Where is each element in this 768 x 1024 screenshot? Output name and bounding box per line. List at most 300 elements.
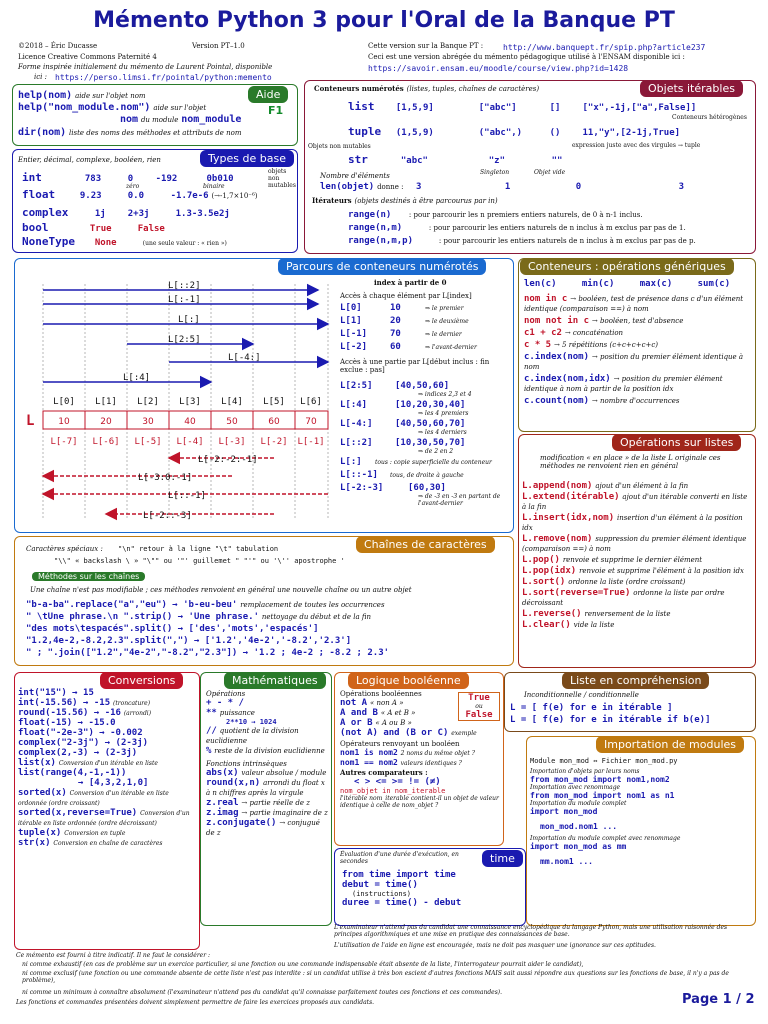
acces-note: ⇒ le dernier [425,331,462,338]
slice-note: tous : copie superficielle du conteneur [375,459,492,466]
listes-title: Opérations sur listes [612,434,741,451]
slice-note: tous, de droite à gauche [390,472,464,479]
real-desc: → partie réelle de z [241,799,310,807]
slice-val: [40,50,60,70] [395,419,466,429]
imag-code: z.imag [206,808,239,818]
none-row [22,235,227,248]
conversion-code: sorted(x) [18,788,67,798]
import-module-rename-note: Importation du module complet avec renommage [530,835,681,842]
conversion-item [18,788,196,808]
list-method [522,566,752,576]
ops-desc: → booléen, test d'absence [591,317,684,325]
range3-desc: : pour parcourir les entiers naturels de n inclus à m exclus par pas de p. [438,237,696,245]
acces-row [340,316,510,329]
nom-word: nom [120,114,139,125]
arrow-label-2: L[:-1] [168,295,201,305]
logique-content [340,690,500,809]
footer-point-1: ni comme exhaustif (en cas de problème sur un exercice particulier, si une fonction ou une commande indispensable était absente de la liste, l'interrogateur pourrait aider le candidat), [22,961,584,968]
ici-label: ici : [34,73,47,81]
back-label-3: L[::-1] [168,491,206,501]
slice-val: [10,20,30,40] [395,400,466,410]
chaines-title: Chaînes de caractères [356,536,495,553]
conteneurs-ops-title: Conteneurs : opérations génériques [520,258,734,275]
generic-fns-row [524,279,730,289]
comprehension-subtitle: Inconditionnelle / conditionnelle [524,691,639,699]
range2-row [348,223,686,233]
chaine-code: " \tUne phrase.\n ".strip() → 'Une phrase.' [26,612,259,622]
pos-idx-2: L[2] [137,397,159,407]
method-desc: ajout d'un itérable converti en liste à la fin [522,493,748,511]
method-desc: renvoie et supprime l'élément à la position idx [579,567,744,575]
speciaux-label: Caractères spéciaux : [26,545,103,553]
acces-code: L[-2] [340,342,368,352]
time-title: time [482,850,523,867]
arrow-label-3: L[:] [178,315,200,325]
slice-row [340,400,512,419]
parcours-diagram [18,278,338,528]
listes-methods [522,481,752,630]
back-label-4: L[-2::-3] [143,511,192,521]
help-desc: aide sur l'objet nom [75,92,146,100]
nom-module-word: nom_module [181,114,242,125]
chaine-example [26,612,510,624]
complex-val-3: 1.3-3.5e2j [175,209,230,219]
methodes-chaines-intro: Une chaîne n'est pas modifiable ; ces méthodes renvoient en général une nouvelle chaîne ou un autre objet [30,586,412,594]
acces-val: 20 [390,316,401,326]
modules-content [530,757,752,866]
list-method [522,577,752,587]
len-fn: len(c) [524,279,557,289]
eq-code: nom1 == nom2 [340,758,398,767]
copyright: ©2018 – Éric Ducasse [18,42,98,50]
conversion-code: round(-15.56) → -16 [18,708,121,718]
objet-vide-note: Objet vide [534,169,566,176]
list-val-3: [] [549,103,561,113]
ops-item [524,396,750,406]
conversion-desc: Conversion en chaîne de caractères [53,840,163,847]
footer-final: Les fonctions et commandes présentées doivent simplement permettre de faire les exercices proposés aux candidats. [16,999,375,1006]
ou-label: ou [475,703,483,710]
int-val-4: 0b010 [206,174,234,184]
floordiv-code: // [206,726,217,736]
time-debut-line: debut = time() [342,880,418,890]
method-code: L.remove(nom) [522,534,593,544]
cell-value-6: 70 [305,417,317,427]
conversion-code: sorted(x,reverse=True) [18,808,138,818]
comprehension-line-2: L = [ f(e) for e in itérable if b(e)] [510,715,711,725]
list-method [522,555,752,565]
range3-code: range(n,m,p) [348,236,414,246]
time-import-line: from time import time [342,870,456,880]
sum-fn: sum(c) [697,279,731,289]
aide-line-3 [18,127,242,138]
conversion-item [18,698,196,708]
neg-idx-0: L[-7] [50,437,78,447]
slice-val: [10,30,50,70] [395,438,466,448]
dir-code: dir(nom) [18,127,67,138]
comprehension-line-1: L = [ f(e) for e in itérable ] [510,703,673,713]
chaine-example [26,624,510,636]
str-label: str [348,153,368,166]
str-val-2: "z" [488,156,506,166]
method-code: L.reverse() [522,609,582,619]
slice-note: ⇒ de -3 en -3 en partant de l'avant-dernier [418,493,501,507]
parcours-title: Parcours de conteneurs numérotés [278,258,486,275]
list-name-L: L [26,413,35,429]
objets-non-mutables-label: objets non mutables [268,168,296,189]
ops-code: c * 5 [524,340,552,350]
conversions-list [18,688,196,848]
len-val-4: 3 [678,182,684,192]
maths-title: Mathématiques [224,672,326,689]
conversion-code: str(x) [18,838,51,848]
footer-examinateur: L'examinateur n'attend pas du candidat une connaissance encyclopédique du langage Python, mais une utilisation raisonnée des principes algorithmiques et une mise en pratique des connaissances de base. [334,924,728,938]
neg-idx-6: L[-1] [297,437,325,447]
slice-row [340,483,512,509]
index-note: index à partir de 0 [374,278,447,287]
conversion-item [18,838,196,848]
acces-code: L[-1] [340,329,368,339]
is-desc: 2 noms du même objet ? [400,750,475,757]
conversion-code: complex(2,-3) → (2-3j) [18,748,138,758]
conversion-item [18,748,196,758]
chaines-examples [26,600,510,660]
conj-code: z.conjugate() [206,818,277,828]
str-row [348,153,562,166]
float-val-2: 0.0 [127,191,145,201]
conversion-item [18,708,196,718]
renvoyant-label: Opérateurs renvoyant un booléen [340,740,460,748]
autres-label: Autres comparateurs : [340,768,428,777]
none-note: (une seule valeur : « rien ») [142,240,227,247]
ops-desc: → booléen, test de présence dans c d'un élément identique (comparaison ==) à nom [524,295,744,313]
acces-val: 70 [390,329,401,339]
page-title: Mémento Python 3 pour l'Oral de la Banque PT [93,8,675,33]
pos-idx-6: L[6] [300,397,322,407]
conversion-code: int("15") → 15 [18,688,94,698]
imag-desc: → partie imaginaire de z [241,809,328,817]
method-desc: insertion d'un élément à la position idx [522,514,743,532]
not-desc: « non A » [369,699,404,707]
range2-code: range(n,m) [348,223,403,233]
chaine-code: " ; ".join(["1.2","4e-2","-8.2","2.3"]) → '1.2 ; 4e-2 ; -8.2 ; 2.3' [26,648,390,658]
method-code: L.sort(reverse=True) [522,588,631,598]
in-desc: l'itérable nom_iterable contient-il un objet de valeur identique à celle de nom_objet ? [340,795,499,809]
mod-desc: reste de la division euclidienne [214,747,325,755]
method-desc: renvoie et supprime le dernier élément [562,556,703,564]
chaine-code: "des mots\tespacés".split() → ['des','mots','espacés'] [26,624,319,634]
slice-val: [40,50,60] [395,381,450,391]
conversion-desc: Conversion en tuple [64,830,126,837]
cell-values [58,417,317,427]
ops-code: nom in c [524,294,568,304]
time-instructions-line: (instructions) [352,890,412,898]
conversion-desc: Conversion d'un itérable en liste ordonnée (ordre décroissant) [18,810,190,827]
import-module-note: Importation du module complet [530,800,627,807]
real-code: z.real [206,798,239,808]
conj-desc: → conjugué de z [206,819,320,837]
conteneurs-note: (listes, tuples, chaînes de caractères) [406,85,540,93]
arrow-label-6: L[:4] [123,373,151,383]
chaine-code: "1.2,4e-2,-8.2,2.3".split(",") → ['1.2','4e-2','-8.2','2.3'] [26,636,352,646]
negative-indices [50,437,324,447]
or-desc: « A ou B » [375,719,412,727]
false-label: False [465,710,493,720]
slice-note: ⇒ les 4 derniers [418,429,467,436]
expression-note: expression juste avec des virgules → tuple [572,142,701,149]
import-names-code: from mon_mod import nom1,nom2 [530,775,670,784]
iterateurs-note: (objets destinés à être parcourus par in) [354,197,498,205]
licence: Licence Creative Commons Paternité 4 [18,53,157,61]
none-val: None [94,238,117,248]
chaine-example [26,648,510,660]
pos-idx-5: L[5] [263,397,285,407]
banque-text: Cette version sur la Banque PT : [368,42,484,50]
list-method [522,588,752,608]
pointal-link[interactable]: https://perso.limsi.fr/pointal/python:memento [55,73,272,82]
bool-label: bool [22,221,49,234]
method-code: L.clear() [522,620,571,630]
method-desc: ordonne la liste (ordre croissant) [568,578,686,586]
operations-label: Opérations [206,690,246,698]
pow-example: 2**10 → 1024 [226,718,277,726]
tuple-val-1: (1,5,9) [395,128,434,138]
pos-idx-1: L[1] [95,397,117,407]
comparateurs: < > <= >= != (≠) [354,777,441,787]
conversion-desc: (troncature) [113,700,151,707]
method-desc: suppression du premier élément identique (comparaison ==) à nom [522,535,747,553]
chaine-example [26,636,510,648]
singleton-note: Singleton [480,169,510,176]
footer-point-3: ni comme un minimum à connaître absolument (l'examinateur n'attend pas du candidat qu'il connaisse parfaitement toutes ces fonctions et ces commandes). [22,989,503,996]
conversion-item [18,728,196,738]
ops-desc: → position du premier élément identique à nom à partir de la position idx [524,375,723,393]
conversion-item [18,768,196,778]
version: Version PT–1.0 [192,42,245,50]
bool-example-code: (not A) and (B or C) [340,728,449,738]
method-code: L.append(nom) [522,481,593,491]
tuple-val-3: () [549,128,561,138]
range2-desc: : pour parcourir les entiers naturels de n inclus à m exclus par pas de 1. [428,224,686,232]
conversion-item [18,808,196,828]
arrow-label-5: L[-4:] [228,353,261,363]
float-val-3: -1.7e-6 [170,191,209,201]
time-code [342,870,461,908]
ensam-link[interactable]: https://savoir.ensam.eu/moodle/course/view.php?id=1428 [368,64,629,73]
complex-label: complex [22,206,69,219]
slice-note: ⇒ les 4 premiers [418,410,469,417]
import-rename-note: Importation avec renommage [530,784,621,791]
comprehension-title: Liste en compréhension [562,672,709,689]
conversion-item [18,718,196,728]
and-code: A and B [340,708,378,718]
neg-idx-1: L[-6] [92,437,120,447]
neg-idx-5: L[-2] [260,437,288,447]
list-label: list [348,100,375,113]
ops-code: c.count(nom) [524,396,590,406]
slice-code: L[-4:] [340,419,373,429]
list-method [522,513,752,533]
back-label-2: L[-3:0:-1] [138,473,193,483]
du-module-text: du module [140,116,179,124]
slice-row [340,457,512,470]
len-code: len(objet) [320,182,375,192]
help-module-code: help("nom_module.nom") [18,102,151,113]
acces-partie-label: Accès à une partie par L[début inclus : fin exclue : pas] [340,358,490,374]
list-val-1: [1,5,9] [395,103,434,113]
acces-list [340,303,510,355]
methodes-chaines-title: Méthodes sur les chaînes [32,572,145,581]
bool-ops-label: Opérations booléennes [340,690,422,698]
list-row [348,100,696,113]
bool-row [22,221,165,234]
conversion-item [18,828,196,838]
complex-val-1: 1j [94,209,106,219]
and-desc: « A et B » [380,709,416,717]
acces-val: 60 [390,342,401,352]
slice-note: ⇒ indices 2,3 et 4 [418,391,472,398]
zero-note: zéro [126,183,140,190]
objets-title: Objets itérables [640,80,743,97]
slices-list [340,381,512,509]
abs-code: abs(x) [206,768,239,778]
true-label: True [468,693,490,703]
acces-note: ⇒ le deuxième [425,318,469,325]
speciaux-line-2: "\\" « backslash \ » "\"" ou '"' guillemet " "'" ou '\'' apostrophe ' [54,557,345,565]
aide-line-2 [18,102,206,113]
import-rename-code: from mon_mod import nom1 as n1 [530,791,675,800]
logique-title: Logique booléenne [348,672,469,689]
len-val-1: 3 [415,182,422,192]
str-val-3: "" [551,156,563,166]
in-code: nom_objet in nom_iterable [340,787,446,795]
cell-value-4: 50 [226,417,238,427]
neg-idx-3: L[-4] [176,437,204,447]
ops-desc: → 5 répétitions (c+c+c+c+c) [553,341,659,349]
banque-link[interactable]: http://www.banquept.fr/spip.php?article237 [503,43,706,52]
f1-key: F1 [268,104,284,117]
method-code: L.sort() [522,577,566,587]
aide-title: Aide [248,86,288,103]
import-module-rename-usage: mm.nom1 ... [540,857,593,866]
tuple-val-4: 11,"y",[2-1j,True] [582,128,681,138]
iterateurs-label: Itérateurs [312,196,352,205]
round-code: round(x,n) [206,778,261,788]
is-code: nom1 is nom2 [340,748,398,757]
conversion-code: float("-2e-3") → -0.002 [18,728,143,738]
tuple-row [348,125,680,138]
ops-item [524,352,750,372]
nombre-elements: Nombre d'éléments [320,172,390,180]
acces-row [340,303,510,316]
ops-item [524,316,750,326]
complex-val-2: 2+3j [127,209,150,219]
import-module-rename-code: import mon_mod as mm [530,842,627,851]
pos-idx-0: L[0] [53,397,75,407]
nonetype-label: NoneType [22,235,75,248]
method-desc: ordonne la liste par ordre décroissant [522,589,725,607]
conversions-title: Conversions [100,672,183,689]
aide-line-1 [18,90,146,101]
slice-row [340,381,512,400]
conversion-desc: Conversion d'un itérable en liste [58,760,158,767]
true-val: True [89,224,112,234]
slice-note: ⇒ de 2 en 2 [418,448,454,455]
aide-line-2b [120,114,241,125]
ops-desc: → nombre d'occurrences [591,397,680,405]
false-val: False [137,224,165,234]
neg-idx-4: L[-3] [218,437,246,447]
cell-value-3: 40 [184,417,196,427]
modules-title: Importation de modules [596,736,744,753]
time-duree-line: duree = time() - debut [342,898,462,908]
or-code: A or B [340,718,373,728]
import-module-usage: mon_mod.nom1 ... [540,822,618,831]
module-fichier-line: Module mon_mod ⇔ Fichier mon_mod.py [530,757,678,765]
conversion-item [18,688,196,698]
slice-row [340,419,512,438]
method-code: L.pop() [522,555,560,565]
maths-content [206,690,328,838]
round-desc: arrondi du float x à n chiffres après la virgule [206,779,325,797]
method-code: L.pop(idx) [522,566,577,576]
ops-desc: → position du premier élément identique à nom [524,353,744,371]
listes-intro: modification « en place » de la liste L originale ces méthodes ne renvoient rien en général [540,454,721,470]
acces-note: ⇒ le premier [425,305,464,312]
complex-row [22,206,230,219]
basic-ops: + - * / [206,698,244,708]
cell-value-0: 10 [58,417,70,427]
back-label-1: L[-2:-2:-1] [198,455,258,465]
slice-code: L[::-1] [340,470,378,480]
import-module-code: import mon_mod [530,807,598,816]
pow-desc: puissance [219,709,255,717]
min-fn: min(c) [581,279,615,289]
heterogenes-note: Conteneurs hétérogènes [672,114,747,121]
mod-code: % [206,746,212,756]
slice-code: L[:] [340,457,362,467]
cell-value-5: 60 [268,417,280,427]
arrow-label-4: L[2:5] [168,335,201,345]
acces-row [340,342,510,355]
ops-item [524,340,750,350]
acces-code: L[1] [340,316,362,326]
float-row [22,188,258,201]
conversion-code: tuple(x) [18,828,62,838]
bool-example-label: exemple [451,730,477,737]
neg-idx-2: L[-5] [134,437,162,447]
abs-desc: valeur absolue / module [241,769,327,777]
footer-aide: L'utilisation de l'aide en ligne est encouragée, mais ne doit pas masquer une ignorance sur ces aptitudes. [334,942,656,949]
ops-code: c1 + c2 [524,328,562,338]
help-code: help(nom) [18,90,73,101]
method-code: L.extend(itérable) [522,492,620,502]
slice-code: L[:4] [340,400,368,410]
conversion-code: float(-15) → -15.0 [18,718,116,728]
method-desc: ajout d'un élément à la fin [595,482,689,490]
types-title: Types de base [200,150,294,167]
slice-code: L[::2] [340,438,373,448]
list-method [522,534,752,554]
cell-value-2: 30 [142,417,154,427]
chaine-example [26,600,510,612]
objets-non-mutables-note: Objets non mutables [308,143,371,150]
tuple-val-2: ("abc",) [478,128,523,138]
cell-value-1: 20 [100,417,112,427]
str-val-1: "abc" [400,156,428,166]
conteneurs-label: Conteneurs numérotés [314,84,404,93]
acces-val: 10 [390,303,401,313]
